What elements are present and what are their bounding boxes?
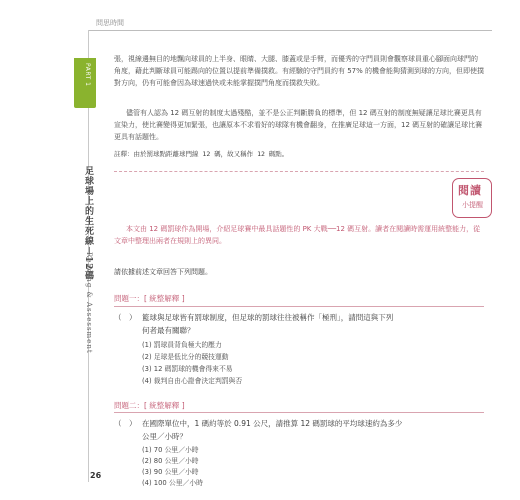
question-1-header: 問題一：[ 統整解釋 ]	[114, 294, 185, 303]
question-1-rule	[114, 306, 484, 307]
header-divider	[88, 30, 492, 31]
question-2-header: 問題二：[ 統整解釋 ]	[114, 401, 185, 410]
question-2-option-4: (4) 100 公里／小時	[142, 479, 203, 487]
question-1-option-2: (2) 足球是低比分的競技運動	[142, 353, 229, 361]
reading-tip-badge-subtitle: 小提醒	[462, 201, 483, 209]
reading-tip-badge-title: 閱讀	[458, 184, 482, 197]
question-2-text-line-1: 在國際單位中，1 碼約等於 0.91 公尺，請推算 12 碼罰球的平均球速約為多少	[142, 419, 403, 428]
body-paragraph-2: 儘管有人認為 12 碼互射的制度太過殘酷，並不是公正判斷勝負的標準，但 12 碼互射的制度無疑讓足球比賽更具有宣染力，使比賽變得更加緊張，也讓原本不求看好的球隊有機會翻身，在推廣足球這一方面，12 碼互射的確讓足球比賽更具有話題性。	[114, 109, 483, 141]
chapter-title: 足球場上的生死線－12碼	[83, 166, 93, 281]
instruction-text: 請依據前述文章回答下列問題。	[114, 268, 212, 276]
question-2-option-1: (1) 70 公里／小時	[142, 446, 199, 454]
question-2-answer-bracket[interactable]: （ ）	[114, 419, 137, 428]
page-number: 26	[90, 471, 102, 480]
question-1-option-1: (1) 罰球員背負極大的壓力	[142, 341, 222, 349]
reading-reminder-text: 本文由 12 碼罰球作為開場，介紹足球賽中最具話題性的 PK 大戰──12 碼互射。讀者在閱讀時需運用統整能力，從文章中整理出兩者在規則上的異同。	[114, 225, 481, 245]
question-1-option-3: (3) 12 碼罰球的機會得來不易	[142, 365, 233, 373]
question-1-answer-bracket[interactable]: （ ）	[114, 313, 137, 322]
footnote: 註釋：由於罰球點距離球門線 12 碼，故又稱作 12 碼點。	[114, 150, 289, 158]
question-1-text-line-1: 籃球與足球皆有罰球制度，但足球的罰球往往被稱作「極刑」，請問這與下列	[142, 313, 394, 322]
question-2-rule	[114, 412, 484, 413]
question-2-text-line-2: 公里／小時？	[142, 432, 187, 441]
question-1-text-line-2: 何者最有關聯？	[142, 326, 195, 335]
chapter-subtitle: Reading & Assessment	[85, 252, 93, 354]
question-2-option-3: (3) 90 公里／小時	[142, 468, 199, 476]
body-paragraph-1: 張，視線邊無目的地飄向球員的上半身、眼睛、大腿、膝蓋或是手臂，而優秀的守門員則會觀察球員重心腳面向球門的角度，藉此判斷球員可能踢向的位置以提前準備撲救。有經驗的守門員約有 57% 的機會能夠猜測到球的方向，但即使撲對方向，仍有可能會因為球速過快或未能掌握撲門角度而撲救失敗。	[114, 55, 485, 87]
section-divider	[114, 171, 484, 172]
part-label: PART 1	[84, 63, 91, 87]
header-section-title: 問思時間	[96, 19, 124, 27]
question-1-option-4: (4) 裁判自由心證會決定判罰與否	[142, 377, 243, 385]
question-2-option-2: (2) 80 公里／小時	[142, 457, 199, 465]
